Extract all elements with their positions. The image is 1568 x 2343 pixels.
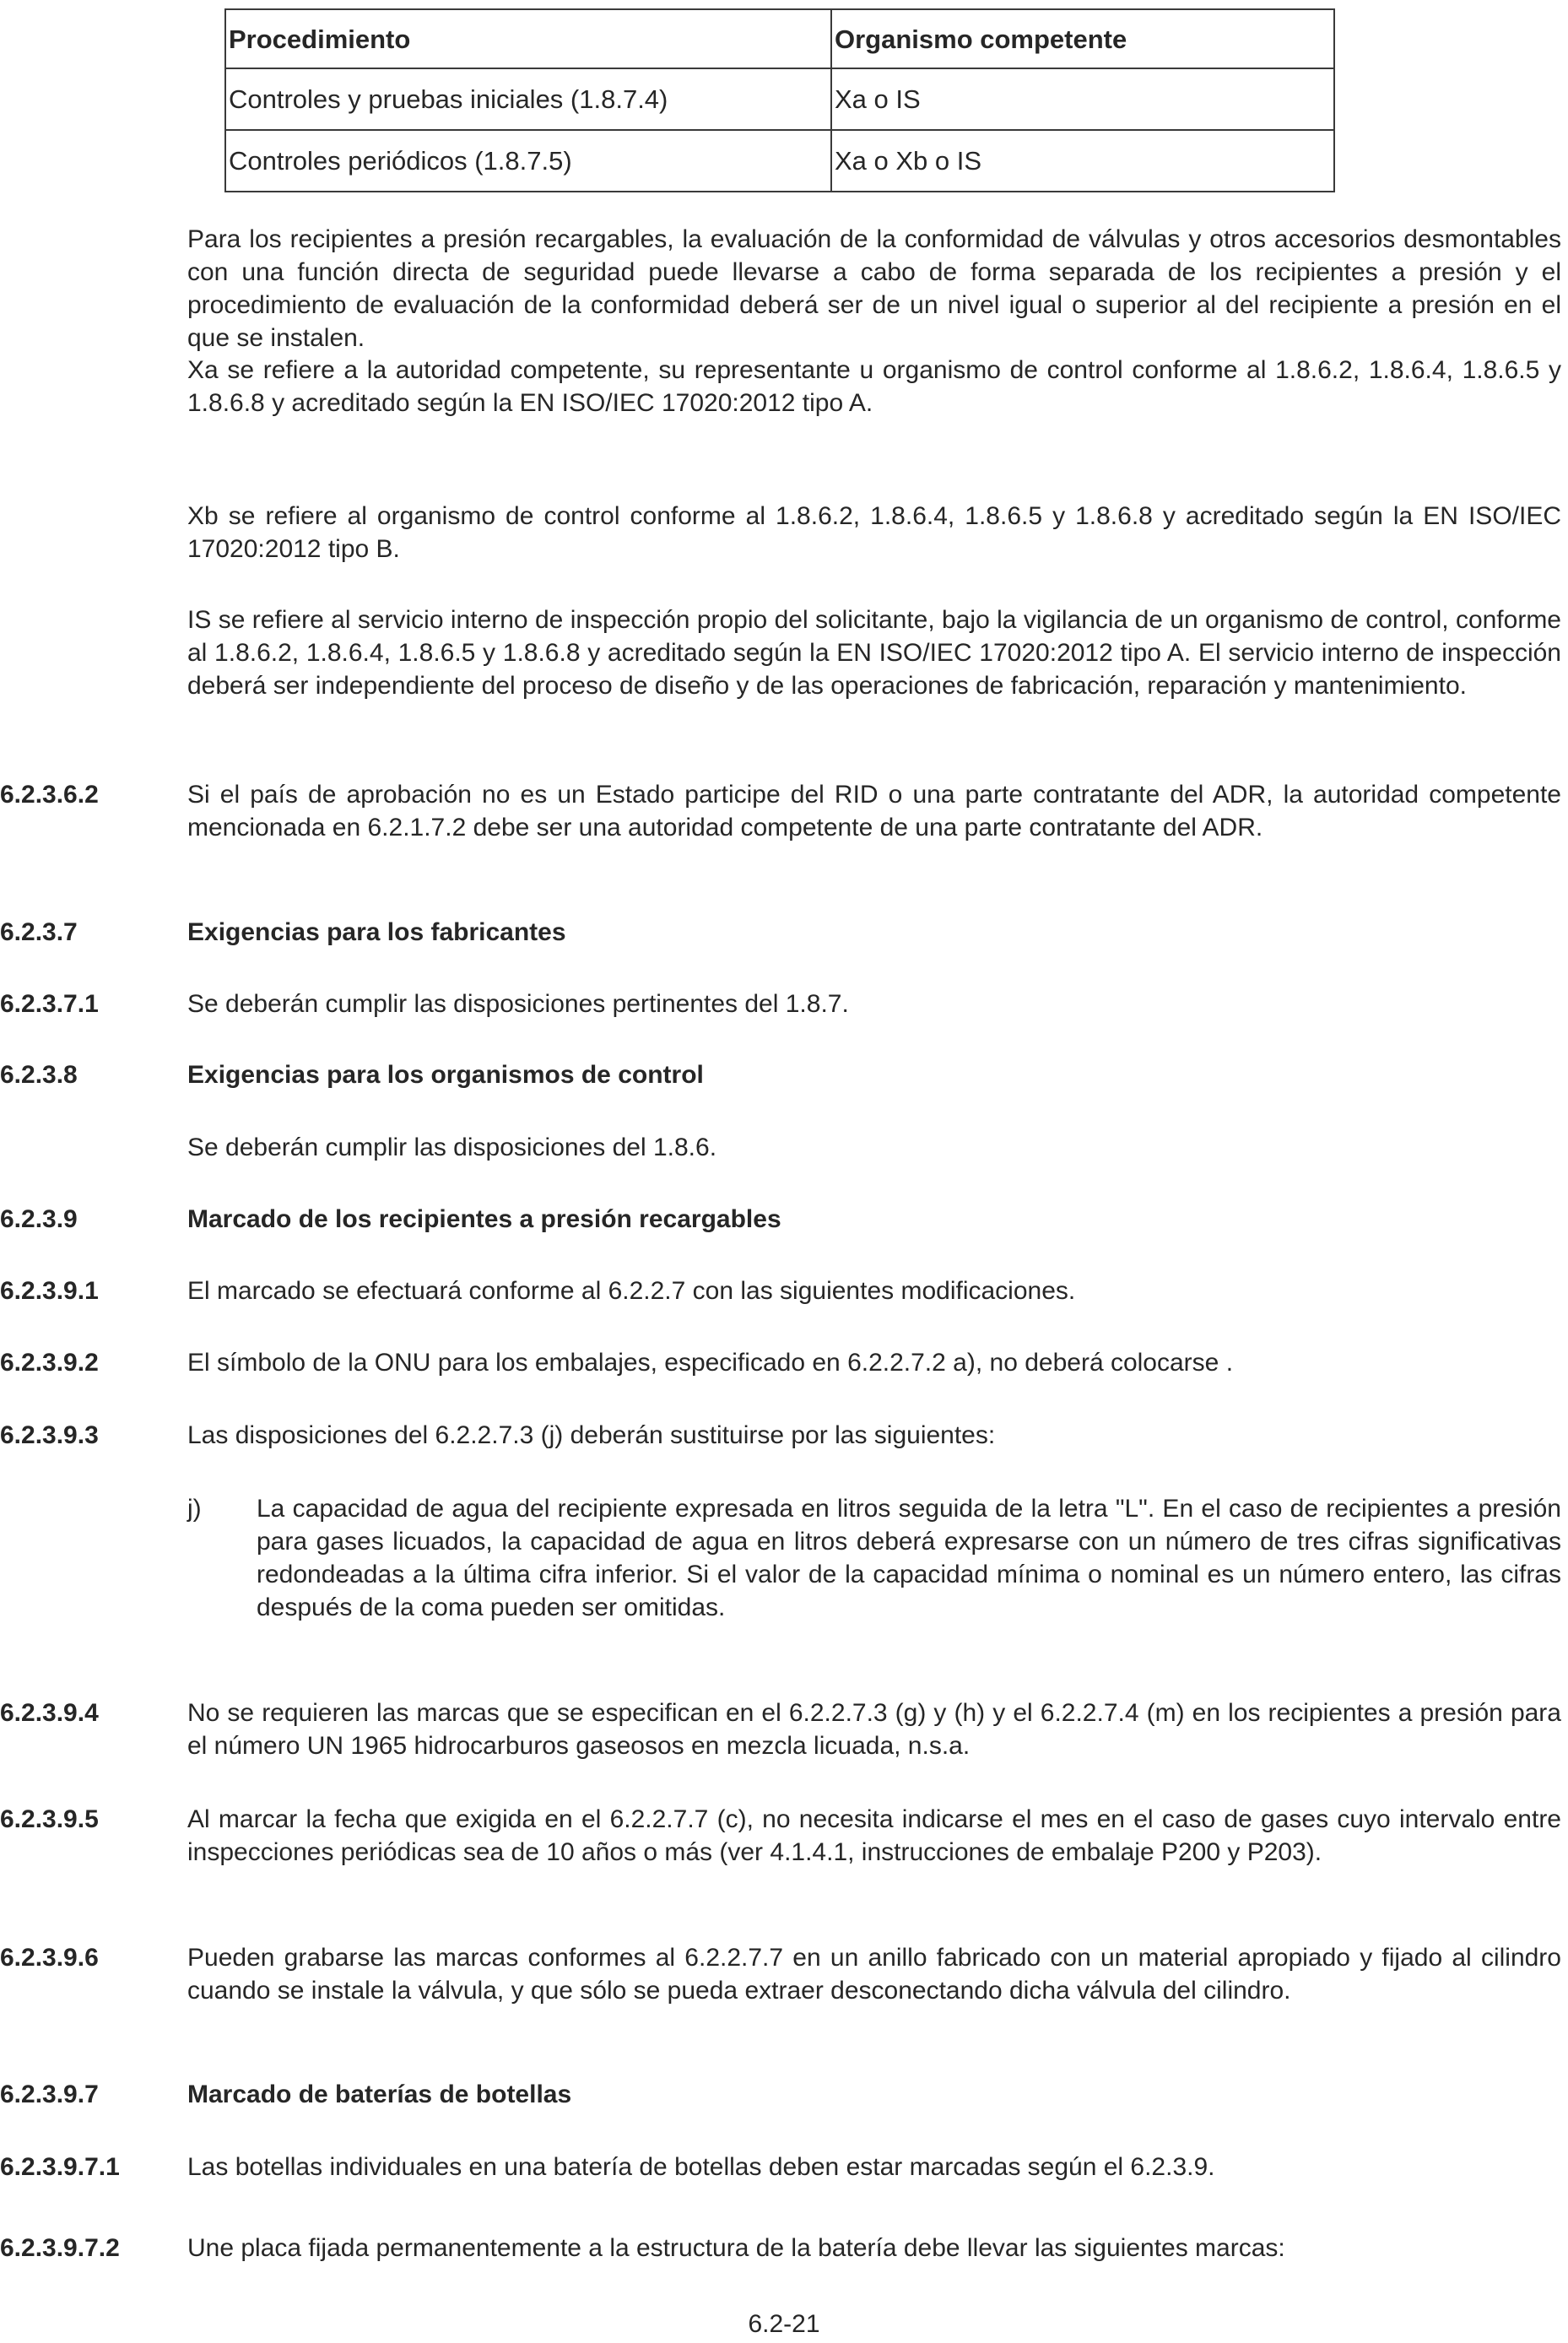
section-number: 6.2.3.9.1 bbox=[0, 1277, 99, 1305]
table-header-organismo: Organismo competente bbox=[831, 9, 1334, 68]
table-row bbox=[225, 130, 1334, 192]
section-text: Se deberán cumplir las disposiciones pertinentes del 1.8.7. bbox=[187, 990, 849, 1018]
section-title: Marcado de baterías de botellas bbox=[187, 2081, 572, 2108]
section-text: Las disposiciones del 6.2.2.7.3 (j) deberán sustituirse por las siguientes: bbox=[187, 1421, 996, 1449]
table-cell: Controles periódicos (1.8.7.5) bbox=[225, 130, 831, 192]
section-number: 6.2.3.7 bbox=[0, 918, 78, 946]
section-number: 6.2.3.9.7.2 bbox=[0, 2234, 120, 2262]
section-text: Si el país de aprobación no es un Estado participe del RID o una parte contratante del ADR, la autoridad competente mencionada en 6.2.1.7.2 debe ser una autoridad competente de una parte contratante del ADR. bbox=[187, 781, 1561, 841]
intro-paragraph-xb: Xb se refiere al organismo de control conforme al 1.8.6.2, 1.8.6.4, 1.8.6.5 y 1.8.6.8 y acreditado según la EN ISO/IEC 17020:2012 tipo B. bbox=[187, 502, 1561, 563]
section-number: 6.2.3.6.2 bbox=[0, 781, 99, 809]
table-header-row bbox=[225, 9, 1334, 68]
section-number: 6.2.3.9.6 bbox=[0, 1944, 99, 1972]
page-number: 6.2-21 bbox=[748, 2310, 820, 2338]
intro-paragraph-xa: Xa se refiere a la autoridad competente, su representante u organismo de control conforme al 1.8.6.2, 1.8.6.4, 1.8.6.5 y 1.8.6.8 y acreditado según la EN ISO/IEC 17020:2012 tipo A. bbox=[187, 356, 1561, 417]
section-title: Exigencias para los fabricantes bbox=[187, 918, 566, 946]
section-number: 6.2.3.8 bbox=[0, 1061, 78, 1089]
procedure-table bbox=[224, 8, 1335, 192]
intro-paragraph-valves: Para los recipientes a presión recargables, la evaluación de la conformidad de válvulas y otros accesorios desmontables con una función directa de seguridad puede llevarse a cabo de forma separada de los recipientes a presión y el procedimiento de evaluación de la conformidad deberá ser de un nivel igual o superior al del recipiente a presión en el que se instalen. bbox=[187, 225, 1561, 352]
section-title: Marcado de los recipientes a presión recargables bbox=[187, 1205, 781, 1233]
table-header-procedimiento: Procedimiento bbox=[225, 9, 831, 68]
section-title: Exigencias para los organismos de control bbox=[187, 1061, 704, 1089]
table-cell: Xa o IS bbox=[831, 68, 1334, 130]
section-number: 6.2.3.9.4 bbox=[0, 1699, 99, 1727]
section-text: El símbolo de la ONU para los embalajes, especificado en 6.2.2.7.2 a), no deberá colocarse . bbox=[187, 1349, 1234, 1377]
section-number: 6.2.3.9 bbox=[0, 1205, 78, 1233]
section-text: No se requieren las marcas que se especifican en el 6.2.2.7.3 (g) y (h) y el 6.2.2.7.4 (m) en los recipientes a presión para el número UN 1965 hidrocarburos gaseosos en mezcla licuada, n.s.a. bbox=[187, 1699, 1561, 1760]
section-text: Las botellas individuales en una batería de botellas deben estar marcadas según el 6.2.3.9. bbox=[187, 2153, 1215, 2181]
section-text: Se deberán cumplir las disposiciones del 1.8.6. bbox=[187, 1134, 717, 1161]
section-number: 6.2.3.9.5 bbox=[0, 1805, 99, 1833]
section-number: 6.2.3.9.2 bbox=[0, 1349, 99, 1377]
section-text: Une placa fijada permanentemente a la estructura de la batería debe llevar las siguientes marcas: bbox=[187, 2234, 1285, 2262]
section-number: 6.2.3.7.1 bbox=[0, 990, 99, 1018]
section-number: 6.2.3.9.7 bbox=[0, 2081, 99, 2108]
section-number: 6.2.3.9.3 bbox=[0, 1421, 99, 1449]
subitem-text: La capacidad de agua del recipiente expresada en litros seguida de la letra "L". En el caso de recipientes a presión para gases licuados, la capacidad de agua en litros deberá expresarse con un número de tres cifras significativas redondeadas a la última cifra inferior. Si el valor de la capacidad mínima o nominal es un número entero, las cifras después de la coma pueden ser omitidas. bbox=[257, 1495, 1561, 1621]
table-cell: Controles y pruebas iniciales (1.8.7.4) bbox=[225, 68, 831, 130]
subitem-label: j) bbox=[187, 1495, 202, 1523]
section-text: Al marcar la fecha que exigida en el 6.2.2.7.7 (c), no necesita indicarse el mes en el caso de gases cuyo intervalo entre inspecciones periódicas sea de 10 años o más (ver 4.1.4.1, instrucciones de embalaje P200 y P203). bbox=[187, 1805, 1561, 1866]
section-text: El marcado se efectuará conforme al 6.2.2.7 con las siguientes modificaciones. bbox=[187, 1277, 1076, 1305]
section-number: 6.2.3.9.7.1 bbox=[0, 2153, 120, 2181]
intro-paragraph-is: IS se refiere al servicio interno de inspección propio del solicitante, bajo la vigilancia de un organismo de control, conforme al 1.8.6.2, 1.8.6.4, 1.8.6.5 y 1.8.6.8 y acreditado según la EN ISO/IEC 17020:2012 tipo A. El servicio interno de inspección deberá ser independiente del proceso de diseño y de las operaciones de fabricación, reparación y mantenimiento. bbox=[187, 606, 1561, 700]
table-row bbox=[225, 68, 1334, 130]
section-text: Pueden grabarse las marcas conformes al 6.2.2.7.7 en un anillo fabricado con un material apropiado y fijado al cilindro cuando se instale la válvula, y que sólo se pueda extraer desconectando dicha válvula del cilindro. bbox=[187, 1944, 1561, 2005]
table-cell: Xa o Xb o IS bbox=[831, 130, 1334, 192]
